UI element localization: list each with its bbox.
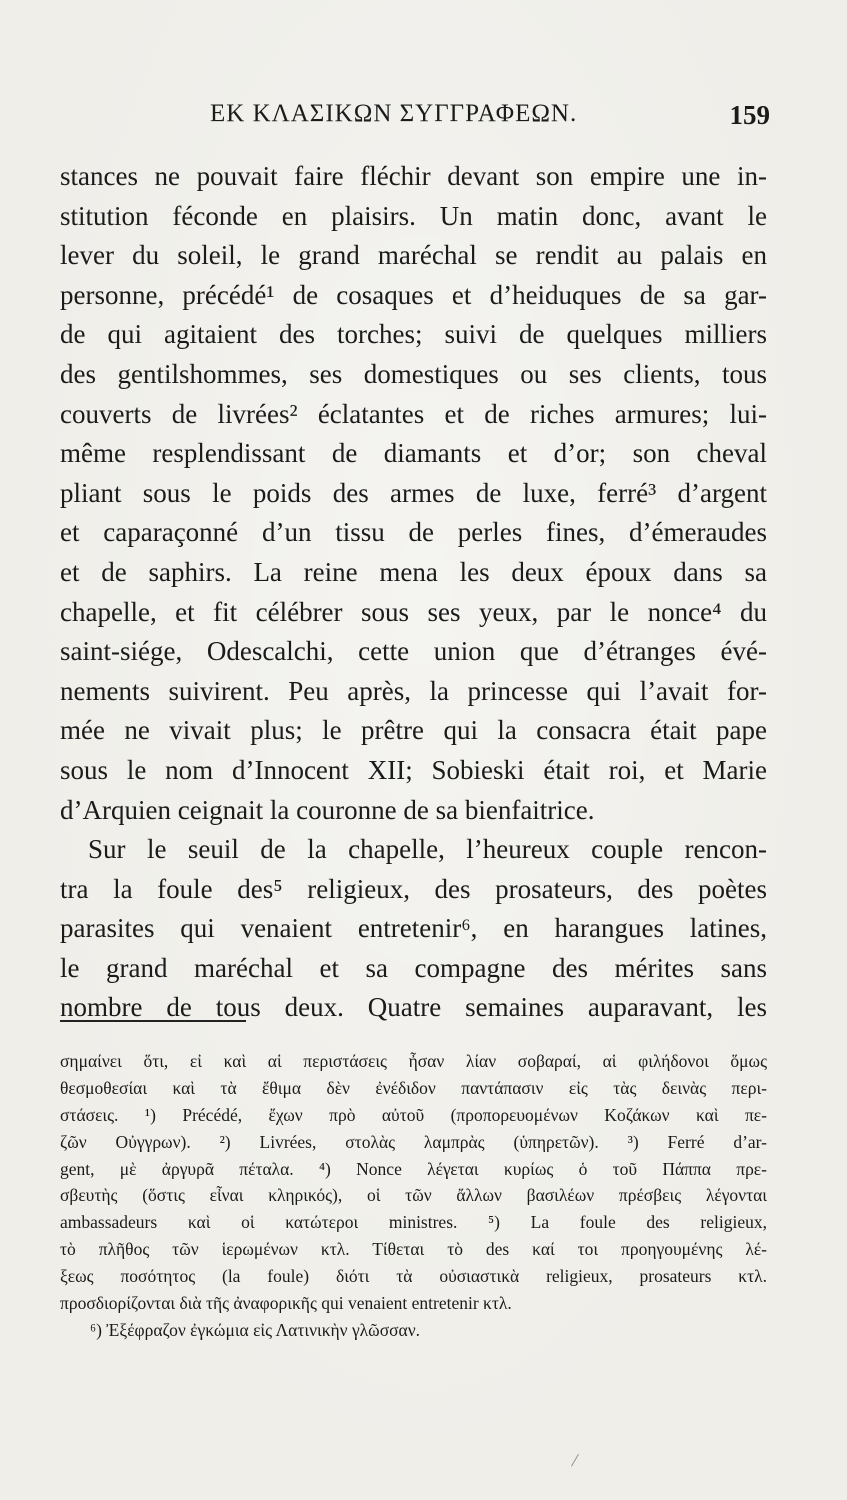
paragraph-start-line: Sur le seuil de la chapelle, l’heureux couple rencon- [88,834,767,865]
text-line: couverts de livrées² éclatantes et de riches armures; lui- [60,398,767,429]
text-line: chapelle, et fit célébrer sous ses yeux, par le nonce⁴ du [60,596,767,627]
footnote-line: θεσμοθεσίαι καὶ τὰ ἔθιμα δὲν ἐνέδιδον παντάπασιν εἰς τὰς δεινὰς περι- [60,1077,767,1098]
text-line: et caparaçonné d’un tissu de perles fines, d’émeraudes [60,517,767,548]
text-line: personne, précédé¹ de cosaques et d’heiduques de sa gar- [60,279,767,310]
footnotes [60,1048,767,1344]
stray-mark [571,1454,585,1470]
paragraph-end-line: d’Arquien ceignait la couronne de sa bienfaitrice. [60,794,595,825]
footnote-line: ζῶν Οὐγγρων). ²) Livrées, στολὰς λαμπρὰς (ὑπηρετῶν). ³) Ferré d’ar- [60,1131,767,1152]
text-line: sous le nom d’Innocent XII; Sobieski était roi, et Marie [60,754,767,785]
text-line: stances ne pouvait faire fléchir devant son empire une in- [60,161,767,191]
footnote-line: στάσεις. ¹) Précédé, ἔχων πρὸ αὐτοῦ (προπορευομένων Κοζάκων καὶ πε- [60,1104,767,1125]
text-line: stitution féconde en plaisirs. Un matin donc, avant le [60,200,767,231]
footnote-line: ⁶) Ἐξέφραζον ἐγκώμια εἰς Λατινικὴν γλῶσσαν. [90,1319,421,1340]
text-line: mée ne vivait plus; le prêtre qui la consacra était pape [60,715,767,746]
footnote-line: ξεως ποσότητος (la foule) διότι τὰ οὐσιαστικὰ religieux, prosateurs κτλ. [60,1266,767,1287]
footnote-line: ambassadeurs καὶ οἱ κατώτεροι ministres. ⁵) La foule des religieux, [60,1212,767,1233]
page-number: 159 [729,100,770,130]
text-line: de qui agitaient des torches; suivi de quelques milliers [60,319,767,350]
text-line: même resplendissant de diamants et d’or; son cheval [60,438,767,469]
text-line: nombre de tous deux. Quatre semaines auparavant, les [60,992,767,1023]
footnote-line: σημαίνει ὅτι, εἰ καὶ αἱ περιστάσεις ἦσαν λίαν σοβαραί, αἱ φιλήδονοι ὅμως [60,1051,767,1071]
text-line: nements suivirent. Peu après, la princesse qui l’avait for- [60,675,767,706]
text-line: et de saphirs. La reine mena les deux époux dans sa [60,556,767,587]
text-line: pliant sous le poids des armes de luxe, ferré³ d’argent [60,477,767,508]
footnote-line: gent, μὲ ἀργυρᾶ πέταλα. ⁴) Nonce λέγεται κυρίως ὁ τοῦ Πάππα πρε- [60,1158,767,1179]
text-line: lever du soleil, le grand maréchal se rendit au palais en [60,240,767,271]
text-line: parasites qui venaient entretenir⁶, en harangues latines, [60,913,767,944]
main-text [60,157,767,1028]
text-line: saint-siége, Odescalchi, cette union que d’étranges évé- [60,636,767,667]
running-title: ΕΚ ΚΛΑΣΙΚΩΝ ΣΥΓΓΡΑΦΕΩΝ. [210,100,578,127]
text-line: le grand maréchal et sa compagne des mérites sans [60,952,767,983]
running-header [60,100,770,134]
footnote-line: τὸ πλῆθος τῶν ἱερωμένων κτλ. Τίθεται τὸ des καί τοι προηγουμένης λέ- [60,1239,767,1260]
text-line: tra la foule des⁵ religieux, des prosateurs, des poètes [60,873,767,904]
footnote-line: σβευτὴς (ὅστις εἶναι κληρικός), οἱ τῶν ἄλλων βασιλέων πρέσβεις λέγονται [60,1185,767,1206]
footnote-line: προσδιορίζονται διὰ τῆς ἀναφορικῆς qui venaient entretenir κτλ. [60,1293,512,1314]
text-line: des gentilshommes, ses domestiques ou ses clients, tous [60,358,767,389]
footnote-separator [60,1020,246,1022]
